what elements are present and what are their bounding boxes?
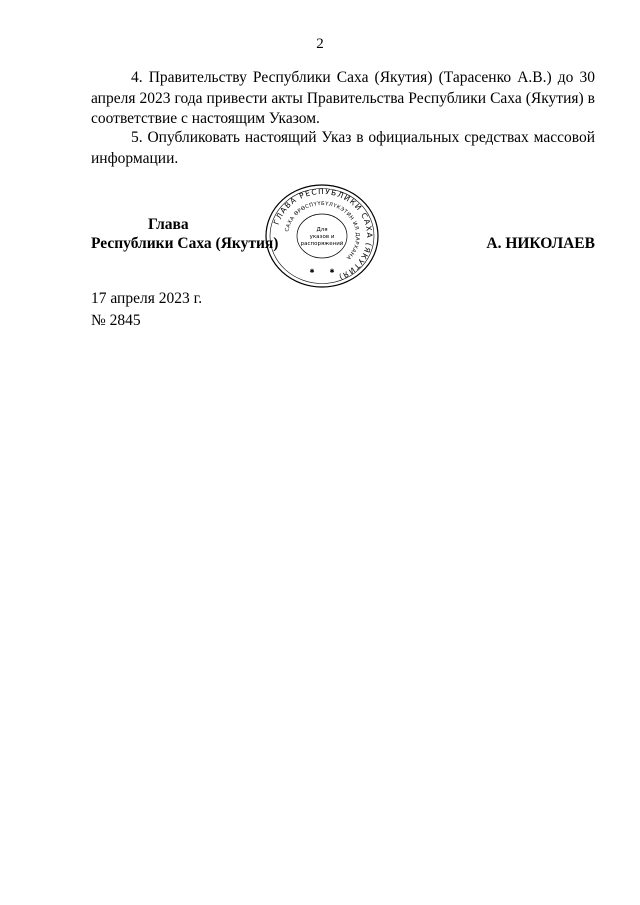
paragraph-4: 4. Правительству Республики Саха (Якутия) (Тарасенко А.В.) до 30 апреля 2023 года привести акты Правительства Республики Саха (Якутия) в соответствие с настоящим Указом. [91, 69, 595, 127]
signatory-name: А. НИКОЛАЕВ [486, 235, 595, 252]
paragraph-5: 5. Опубликовать настоящий Указ в официальных средствах массовой информации. [91, 129, 595, 167]
seal-center-line-1: Для [316, 227, 328, 233]
seal-inner-text: САХА ӨРӨСПҮҮБҮЛҮКЭТИН ИЛ ДАРХАНА [284, 200, 361, 261]
document-number: № 2845 [91, 312, 141, 329]
seal-star-right: ✱ [329, 268, 335, 275]
signature-title: Глава [148, 216, 189, 233]
seal-center-line-3: распоряжений [300, 241, 344, 247]
seal-center-line-2: указов и [309, 234, 335, 240]
seal-outer-text: ГЛАВА РЕСПУБЛИКИ САХА (ЯКУТИЯ) [271, 186, 375, 283]
page-number: 2 [316, 36, 324, 52]
seal-star-left: ✱ [309, 268, 315, 275]
official-seal [262, 183, 382, 289]
signature-organization: Республики Саха (Якутия) [91, 235, 279, 252]
document-date: 17 апреля 2023 г. [91, 290, 203, 307]
